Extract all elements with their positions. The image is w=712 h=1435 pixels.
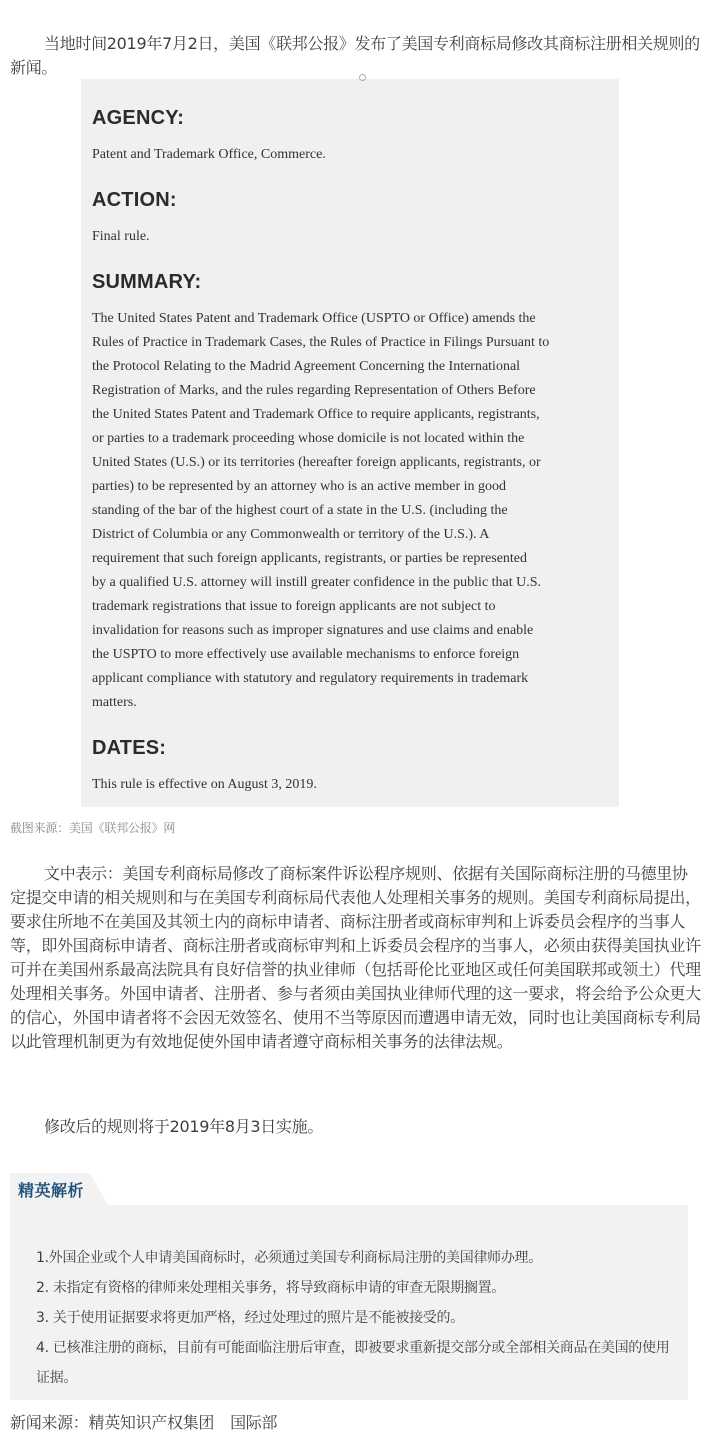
summary-heading: SUMMARY: — [92, 271, 202, 293]
summary-line: the United States Patent and Trademark Office to require applicants, registrants, — [92, 407, 540, 422]
news-source — [10, 1410, 277, 1433]
summary-line: United States (U.S.) or its territories (hereafter foreign applicants, registrants, or — [92, 455, 541, 470]
summary-text — [92, 307, 612, 715]
summary-line: matters. — [92, 695, 137, 710]
summary-line: applicant compliance with statutory and regulatory requirements in trademark — [92, 671, 529, 686]
summary-line: trademark registrations that issue to foreign applicants are not subject to — [92, 599, 496, 614]
summary-line: Rules of Practice in Trademark Cases, the Rules of Practice in Filings Pursuant to — [92, 335, 550, 350]
analysis-list — [36, 1243, 676, 1393]
summary-line: invalidation for reasons such as improper signatures and use claims and enable — [92, 623, 534, 638]
summary-line: District of Columbia or any Commonwealth or territory of the U.S.). A — [92, 527, 490, 542]
effective-date-paragraph: 修改后的规则将于2019年8月3日实施。 — [44, 1117, 324, 1136]
analysis-tab-slant — [90, 1173, 108, 1205]
summary-line: requirement that such foreign applicants, registrants, or parties be represented — [92, 551, 528, 566]
summary-line: or parties to a trademark proceeding whose domicile is not located within the — [92, 431, 525, 446]
dates-heading: DATES: — [92, 737, 167, 759]
analysis-item: 2. 未指定有资格的律师来处理相关事务，将导致商标申请的审查无限期搁置。 — [36, 1280, 506, 1296]
summary-line: standing of the bar of the highest court of a state in the U.S. (including the — [92, 503, 508, 518]
action-heading: ACTION: — [92, 189, 177, 211]
analysis-item: 1.外国企业或个人申请美国商标时，必须通过美国专利商标局注册的美国律师办理。 — [36, 1250, 542, 1266]
summary-line: the USPTO to more effectively use available mechanisms to enforce foreign — [92, 647, 520, 662]
scroll-marker-icon — [359, 74, 366, 81]
body-paragraph: 文中表示：美国专利商标局修改了商标案件诉讼程序规则、依据有关国际商标注册的马德里协定提交申请的相关规则和与在美国专利商标局代表他人处理相关事务的规则。美国专利商标局提出，要求住所地不在美国及其领土内的商标申请者、商标注册者或商标审判和上诉委员会程序的当事人等，即外国商标申请者、商标注册者或商标审判和上诉委员会程序的当事人，必须由获得美国执业许可并在美国州系最高法院具有良好信誉的执业律师（包括哥伦比亚地区或任何美国联邦或领土）代理处理相关事务。外国申请者、注册者、参与者须由美国执业律师代理的这一要求，将会给予公众更大的信心，外国申请者将不会因无效签名、使用不当等原因而遭遇申请无效，同时也让美国商标专利局以此管理机制更为有效地促使外国申请者遵守商标相关事务的法律法规。 — [10, 864, 701, 1051]
agency-text: Patent and Trademark Office, Commerce. — [92, 147, 326, 162]
analysis-item: 4. 已核准注册的商标，目前有可能面临注册后审查，即被要求重新提交部分或全部相关商品在美国的使用证据。 — [36, 1340, 670, 1386]
federal-register-screenshot — [81, 79, 619, 807]
analysis-panel — [10, 1205, 688, 1400]
summary-line: Registration of Marks, and the rules regarding Representation of Others Before — [92, 383, 536, 398]
summary-line: the Protocol Relating to the Madrid Agreement Concerning the International — [92, 359, 521, 374]
analysis-tab-label: 精英解析 — [18, 1181, 85, 1200]
agency-heading: AGENCY: — [92, 107, 185, 129]
news-source-label: 新闻来源：精英知识产权集团 — [10, 1413, 215, 1432]
intro-paragraph: 当地时间2019年7月2日，美国《联邦公报》发布了美国专利商标局修改其商标注册相关规则的新闻。 — [10, 34, 700, 77]
dates-text: This rule is effective on August 3, 2019. — [92, 777, 317, 792]
summary-line: The United States Patent and Trademark Office (USPTO or Office) amends the — [92, 311, 536, 326]
analysis-item: 3. 关于使用证据要求将更加严格，经过处理过的照片是不能被接受的。 — [36, 1310, 464, 1326]
summary-line: by a qualified U.S. attorney will instill greater confidence in the public that U.S. — [92, 575, 542, 590]
image-caption: 截图来源：美国《联邦公报》网 — [10, 821, 176, 835]
news-source-department: 国际部 — [230, 1413, 278, 1432]
action-text: Final rule. — [92, 229, 150, 244]
summary-line: parties) to be represented by an attorney who is an active member in good — [92, 479, 507, 494]
